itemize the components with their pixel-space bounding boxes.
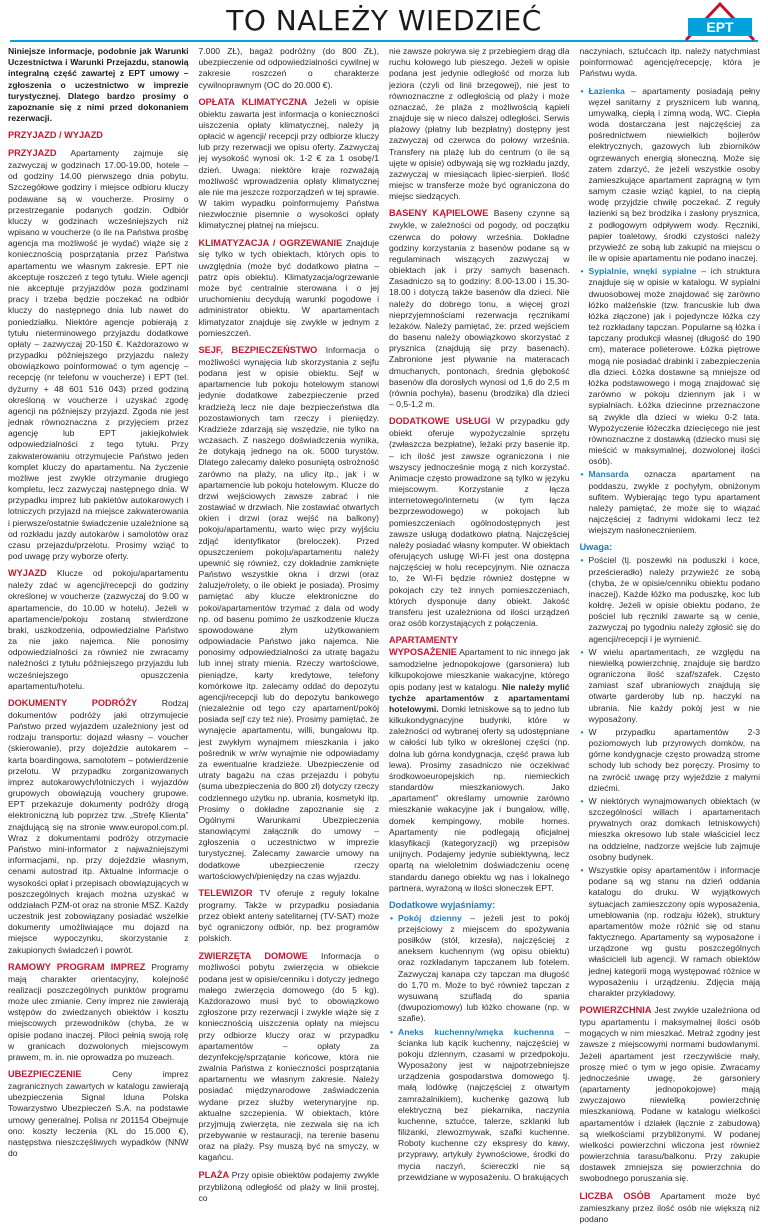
paragraph-plaza-cont: nie zawsze pokrywa się z przebiegiem drąg dla ruchu kołowego lub pieszego. Jeżeli w opisie podana jest jedynie odległość od morza lub jeziora (czyli od linii brzegowej), nie jest to równoznaczne z odległością od plaży i może oznaczać, że plaża z możliwością kąpieli znajduje się w nieco dalszej odległości. Serwis plażowy (płatny lub bezpłatny) dostępny jest zazwyczaj od czerwca do połowy września. Transfery na plażę lub do centrum (o ile są ujęte w opisie) odbywają się wg rozkładu jazdy, zazwyczaj w miesiącach lipiec-sierpień. Ilość miejsc w transferze może być ograniczona do miejsc siedzących. [389,46,570,202]
text-baseny: Baseny czynne są zwykle, w zależności od pogody, od początku czerwca do połowy września. Dokładne godziny korzystania z basenów podane są w regulaminach wiszących zazwyczaj w obiektach jak i przy samych basenach. Zasadniczo są to godziny: 8.00-13.00 i 15.30-18.00 i dotyczą także basenów dla dzieci. Nie należy do dobrego tonu, a więcej grozi nieprzyjemnościami rezerwacja ręcznikami leżaków. Należy pamiętać, że: przed wejściem do basenu należy obowiązkowo skorzystać z prysznica (znajdują się przy basenach). Zabronione jest pływanie na materacach dmuchanych, pontonach, średnia głębokość basenów dla dorosłych wynosi od 1,6 do 2,5 m (równia pochyła), basenu (brodzika) dla dzieci – 0,5-1,2 m. [389,208,570,410]
title-underline [10,40,758,42]
text-oplata: Jeżeli w opisie obiektu zawarta jest informacja o konieczności uiszczenia opłaty klimatycznej, należy ją opłacić w agencji/ recepcji przy odbiorze kluczy lub przy rezerwacji we opisu oferty. Zazwyczaj jej wysokość wynosi ok. 1-2 € za 1 osobę/1 dzień. Uwaga: niektóre kraje rozważają możliwość wprowadzenia opłaty klimatycznej ale nie ma jeszcze rozporządzeń w tej sprawie. W takim wypadku poinformujemy Państwa niezwłocznie pisemnie o wysokości opłaty klimatycznej płatnej na miejscu. [198,96,380,231]
column-4 [579,46,761,1224]
text-wyposazenie: Apartament to nic innego jak samodzielne jednopokojowe (garsoniera) lub kilkupokojowe mieszkanie wakacyjne, którego opis podany jest w katalogu. [389,647,570,692]
section-heading-apartamenty: APARTAMENTY [389,635,459,646]
paragraph-dodatkowe [389,416,570,629]
term-mansarda: Mansarda [588,469,629,480]
text-zwierzeta: Informacja o możliwości pobytu zwierzęcia w obiekcie podana jest w opisie/cenniku i dotyczy jednego małego zwierzęcia domowego (do 5 kg). Każdorazowo musi być to obowiązkowo zgłoszone przy rezerwacji i zwykle wiąże się z koniecznością uiszczenia opłaty na miejscu przy odbiorze kluczy oraz w przypadku apartamentów – opłaty za dezynfekcję/sprzątanie końcowe, która nie zwalnia Państwa z konieczności posprzątania apartamentu we własnym zakresie. Należy posiadać międzynarodowe zaświadczenia wydane przez służby weterynaryjne np. aktualne szczepienia. W obiektach, które przyjmują zwierzęta, nie zezwala się na ich przebywanie w restauracji, na terenie basenu oraz na plaży. Psy muszą być na smyczy, w kagańcu. [198,950,380,1163]
list-item-uwaga-4: • W niektórych wynajmowanych obiektach (w szczególności willach i apartamentach prywatnych oraz domkach letniskowych) mieszka okresowo lub stale właściciel lecz na oddzielne, nadzorze wejście lub zajmuje osobny budynek. [589,796,761,863]
paragraph-ramowy [8,962,189,1063]
text-przyjazd: Apartamenty zajmuje się zazwyczaj w godzinach 17.00-19.00, hotele – od godziny 14.00 pierwszego dnia pobytu. Szczegółowe godziny i miejsce odbioru kluczy podawane są w voucherze. Prosimy o przestrzeganie podanych godzin. Odbiór kluczy w godzinach wcześniejszych niż wpisano w voucherze (o ile na Państwa prośbę agencja ma możliwość je wydać) wiąże się z koniecznością posprzątania przez Państwa apartamentu we własnym zakresie. EPT nie akceptuje roszczeń z tego tytułu. Wiele agencji nie akceptuje przyjazdów poza godzinami pracy i trzeba będzie poczekać na odbiór kluczy do następnego dnia lub nawet do poniedziałku. Niektóre agencje pobierają z tytułu nieterminowego przyjazdu dodatkowe opłaty – zazwyczaj 20-150 €. Każdorazowo w przypadku późniejszego przyjazdu należy obowiązkowo poinformować o tym agencję – recepcję (nr telefonu w voucherze) i EPT (tel. dyżurny + 48 601 516 043) przed godziną określoną w voucherze i uzyskać zgodę agencji na późniejszy przyjazd. Zgoda nie jest jednak równoznaczna z przyjęciem przez agencję lub EPT jakiejkolwiek odpowiedzialności z tego tytułu. Przy zakwaterowaniu otrzymujecie Państwo jeden komplet kluczy do apartamentu. Na życzenie możliwe jest zwykle otrzymanie drugiego kompletu, lecz zazwyczaj następnego dnia. W przypadku imprez lub pakietów autokarowych i lotniczych przyjazd na miejsce zakwaterowania i pierwsze/ostatnie świadczenie uzależnione są od rozkładu jazdy autokarów i samolotów oraz czasu przejazdu/przelotu. Prosimy wziąć to pod uwagę przy wyborze oferty. [8,148,189,562]
text-ubezpieczenie: Ceny imprez zagranicznych zawartych w katalogu zawierają ubezpieczenia Signal Iduna Polska Towarzystwo Ubezpieczeń S.A. na podstawie umowy generalnej. Polisa nr 201154 Obejmuje ono: koszty leczenia (KL do 15.000 €), następstwa nieszczęśliwych wypadków (NNW do [8,1069,189,1159]
list-dodatkowo [389,913,570,1183]
paragraph-oplata [199,97,380,232]
text-lazienka: – apartamenty posiadają pełny węzeł sanitarny z prysznicem lub wanną, umywalką, ciepłą i zimną wodą, WC. Ciepła woda dostarczana jest najczęściej za pośrednictwem niewielkich bojlerów elektrycznych, gazowych lub zbiorników ogrzewanych energią słoneczną. Może się zatem zdarzyć, że jeżeli wszystkie osoby zamieszkujące apartament zapragną w tym samym czasie wziąć kąpiel, to na ciepłą wodę przyjdzie chwilę poczekać. Z reguły łazienki są bez brodzika i zasłony prysznica, z podłogowym odpływem wody. Ręczniki, papier toaletowy, środki czystości należy przywieźć ze sobą lub zakupić na miejscu o ile w opisie apartamentu nie podano inaczej. [588,85,760,264]
list-item-uwaga-5: • Wszystkie opisy apartamentów i informacje podane są wg stanu na dzień oddania katalogu do druku. W wyjątkowych sytuacjach zamieszczony opis wyposażenia, umeblowania (np. rodzaju łóżek), struktury apartamentów może różnić się od stanu faktycznego. Apartamenty są wyposażone i urządzone wg gustu poszczególnych właścicieli lub agencji. W ramach obiektów jednej kategorii mogą występować różnice w wyposażeniu i urządzeniu. Zdjęcia mają charakter przykładowy. [589,865,761,999]
page-title: TO NALEŻY WIEDZIEĆ [226,4,542,37]
lead-wyposazenie: WYPOSAŻENIE [389,647,457,658]
paragraph-ubezpieczenie [8,1069,189,1159]
paragraph-dokumenty [8,698,189,956]
paragraph-wyposazenie [389,647,570,894]
lead-plaza: PLAŻA [198,1169,230,1180]
list-uwaga [580,555,761,999]
term-lazienka: Łazienka [588,85,625,96]
column-3 [389,46,570,1182]
text-liczba-osob: Apartament może być zamieszkany przez ilość osób nie większą niż podano [579,1190,760,1224]
paragraph-wyjazd [8,568,189,692]
text-wyjazd: Klucze od pokoju/apartamentu należy zdać w agencji/recepcji do godziny określonej w voucherze (zazwyczaj do 9.00 w apartamencie, do 10.00 w hotelu). Jeżeli w apartamencie/pokoju zostaną stwierdzone braki, uszkodzenia, odpowiedzialne Państwo za nie jako najemca. Nie ponosimy odpowiedzialności za również nie zwracamy należności z tytułu późniejszego przyjazdu lub wcześniejszego opuszczenia apartamentu/hotelu. [8,568,189,691]
lead-dokumenty: DOKUMENTY PODRÓŻY [8,697,138,708]
paragraph-przyjazd [8,148,189,562]
section-heading-przyjazd-wyjazd: PRZYJAZD / WYJAZD [8,130,103,141]
lead-zwierzeta: ZWIERZĘTA DOMOWE [198,950,308,961]
list-item-uwaga-3: • W przypadku apartamentów 2-3 poziomowych lub przyrowych domków, na górne kondygnacje często prowadzą strome schody lub schody bez poręczy. Prosimy to na zwrócić uwagę przy wyjeździe z małymi dziećmi. [589,727,761,794]
lead-przyjazd: PRZYJAZD [8,148,57,159]
content-columns [8,46,760,1224]
lead-sejf: SEJF, BEZPIECZEŃSTWO [198,344,318,355]
ept-logo-icon [680,0,760,46]
text-telewizor: TV oferuje z reguły lokalne programy. Także w przypadku posiadania przez obiekt anteny satelitarnej (TV-SAT) może być ograniczony odbiór, np. bez programów polskich. [198,887,379,944]
subheading-uwaga: Uwaga: [579,542,613,553]
paragraph-sejf [199,345,380,882]
list-item-lazienka [589,86,761,265]
paragraph-aneks-cont: naczyniach, sztućcach itp. należy natychmiast poinformować agencję/recepcję, która je Państwu wyda. [579,46,760,79]
subheading-dodatkowo: Dodatkowe wyjaśniamy: [389,899,496,910]
text-sypialnie: – ich struktura znajduje się w opisie w katalogu. W sypialni dwuosobowej może znajdować się zarówno łóżko małżeńskie (tzw. francuskie lub dwa łóżka złączone) jak i pojedyncze łóżka czy też rozkładany tapczan. Popularne są łóżka i tapczany produkcji własnej (długość do 190 cm), materace polieterowe. Łóżka piętrowe mogą nie posiadać drabinki i zabezpieczenia dla dzieci. Łóżka dostawne są mniejsze od łóżka podstawowego i mogą znajdować się zarówno w pokoju dziennym jak i w sypialniach. Łóżka dziecinne przeznaczone są zwykle dla dzieci w wieku 0-2 lata. Wypożyczenie łóżeczka dziecięcego nie jest równoznaczne z dostawką (dziecko musi się mieścić w maksymalnej, dozwolonej ilości osób). [588,266,760,467]
list-item-uwaga-2: • W wielu apartamentach, ze względu na niewielką powierzchnię, znajduje się bardzo ograniczona ilość szaf/szafek. Często zamiast szaf ubraniowych znajdują się otwarte garderoby lub np. haczyki na ubrania. Nie każdy pokój jest w nie wyposażony. [589,647,761,725]
text-pokoj: – jeżeli jest to pokój przejściowy z miejscem do spożywania posiłków (stół, krzesła), najczęściej z aneksem kuchennym (wg opisu obiektu) oraz rozkładanym tapczanem lub fotelem. Zazwyczaj kanapa czy tapczan ma długość do 1,70 m. Może to być również tapczan z wysuwaną szufladą do spania (dwupoziomowy) lub łóżko chowane (np. w szafie). [398,912,570,1024]
paragraph-liczba-osob [580,1191,761,1225]
term-pokoj: Pokój dzienny [398,912,462,923]
paragraph-baseny [389,208,570,410]
text-plaza: Przy opisie obiektów podajemy zwykle przybliżoną odległość od plaży w linii prostej, co [198,1169,379,1203]
lead-oplata: OPŁATA KLIMATYCZNA [198,96,308,107]
text-sejf: Informacja o możliwości wynajęcia lub skorzystania z sejfu podana jest w opisie obiektu. Sejf w apartamencie lub pokoju hotelowym stanowi jedynie dodatkowe zabezpieczenie przed kradzieżą lecz nie daje bezpieczeństwa dla pozostawionych tam rzeczy i pieniędzy. Kradzieże zdarzają się wszędzie, nie tylko na wczasach. Z naszego doświadczenia wynika, że dotykają jednego na ok. 5000 turystów. Dlatego zalecamy daleko posuniętą ostrożność zarówno na plaży, na ulicy itp., jak i w apartamencie lub pokoju hotelowym. Klucze do drzwi wejściowych zawsze zabrać i nie zostawiać w drzwiach. Nie zostawiać otwartych okien i drzwi (oraz wejść na balkony) pokoju/apartamentu, warto więc przy wyjściu zdjąć identyfikator (breloczek). Przed opuszczeniem pokoju/apartamentu należy upewnić się również, czy dokładnie zamknięte Państwo wszystkie okna i drzwi (oraz żaluzje/rolety, o ile obiekt je posiada). Prosimy pamiętać aby klucze elektroniczne do pokoi/apartamentów trzymać z dala od wody np. od basenu pomimo że uszkodzenie klucza spowodowane złym użytkowaniem odpowiadacie Państwo jako najemca. Nie ponosimy odpowiedzialności za utratę bagażu lub innej straty mienia. Rzeczy wartościowe, pieniądze, karty kredytowe, telefony komórkowe itp. zalecamy oddać do depozytu agencji/recepcji lub do depozytu bankowego (niezależnie od tego czy apartament/pokój posiada sejf czy też nie). Prosimy pamiętać, że wynajęcie apartamentu, willi, bungalowu itp. jest zwykłym wynajmem mieszkania i jako pośrednik w wr/w wynajmie nie odpowiadamy za ewentualne kradzieże. Ubezpieczenie od utraty bagażu na czas przejazdu i pobytu (suma ubezpieczenia do 800 zł) dotyczy rzeczy codziennego użytku np. ubrania, kosmetyki itp. Prosimy o dokładne zapoznanie się z Ogólnymi Warunkami Ubezpieczenia stanowiącymi załącznik do umowy – zgłoszenia o uczestnictwo w imprezie turystycznej. Zalecamy zawarcie umowy na dodatkowe ubezpieczenie rzeczy wartościowych/pieniędzy na czas wyjazdu. [198,344,379,881]
lead-liczba-osob: LICZBA OSÓB [579,1190,651,1201]
lead-powierzchnia: POWIERZCHNIA [579,1005,652,1016]
paragraph-ubezp-cont: 7.000 ZŁ), bagaż podróżny (do 800 ZŁ), ubezpieczenie od odpowiedzialności cywilnej w zakresie roszczeń o charakterze cywilnoprawnym (OC do 20.000 €). [198,46,379,90]
text-dokumenty: Rodzaj dokumentów podróży jaki otrzymujecie Państwo przed wyjazdem uzależniony jest od rodzaju transportu: dojazd własny – voucher (skierowanie), przy dojeździe autokarem – karta boardingowa, samolotem – potwierdzenie przelotu. W przypadku zorganizowanych imprez autokarowych/lotniczych i wyjazdów grupowych obowiązują vouchery grupowe. EPT przekazuje dokumenty podróży drogą elektroniczną lub poprzez tzw. „Strefę Klienta” znajdującą się na stronie www.europol.com.pl. Wraz z dokumentami podróży otrzymacie Państwo mini-informator z najważniejszymi informacjami, np. przy dojeździe własnym, cenami autostrad itp. Aktualne informacje o wysokości opłat i przepisach obowiązujących w poszczególnych krajach można uzyskać w oddziałach PZM-ot oraz na stronie MSZ. Każdy uczestnik jest zobowiązany posiadać wszelkie dokumenty umożliwiające mu dojazd na miejsce wypoczynku, skorzystanie z zakupionych świadczeń i powrót. [8,697,189,955]
paragraph-plaza [199,1170,380,1204]
text-wyposazenie-2: Domki letniskowe są to jedno lub kilkukondygnacyjne budynki, które w zależności od wybranej oferty są udostępniane w całości lub tylko w określonej części (np. dolna lub górna kondygnacja, część prawa lub lewa). Prosimy zasadniczo nie oczekiwać środkowoeuropejskich np. niemieckich standardów mieszkaniowych. Jako „apartament” określamy umownie zarówno mieszkanie wakacyjne jak i bungalow, willę, domek kempingowy, mobile homes. Apartamenty nie podlegają oficjalnej klasyfikacji (kategoryzacji) wg przepisów unijnych. Podajemy jedynie subiektywną, lecz opartą na wieloletnim doświadczeniu ocenę standardu danego obiektu wg nas i lokalnego partnera, wyrażoną w ilości słoneczek EPT. [389,703,570,893]
lead-dodatkowe: DODATKOWE USŁUGI [389,416,491,427]
text-mansarda: oznacza apartament na poddaszu, zwykle z pochyłym, obniżonym sufitem. Wybierając tego typu apartament należy pamiętać, że może się to wiązać najczęściej z fadnymi widokami lecz też wiejszym nasłonecznieniem. [588,469,760,536]
column-1 [8,46,189,1159]
text-klimatyzacja: Znajduje się tylko w tych obiektach, których opis to uwzględnia (może być dodatkowo płatna – patrz opis obiektu). Klimatyzacja/ogrzewanie może być centralnie sterowana i o jej uruchomieniu decydują warunki pogodowe i administrator obiektu. W apartamentach klimatyzator znajduje się zwykle w jednym z pomieszczeń. [198,237,379,338]
paragraph-powierzchnia [580,1005,761,1185]
term-sypialnie: Sypialnie, wnęki sypialne [588,266,697,277]
text-ramowy: Programy mają charakter orientacyjny, kolejność realizacji poszczególnych punktów programu może ulec zmianie. Ceny imprez nie zawierają wstępów do zwiedzanych obiektów i kosztu miejscowych przewodników (chyba, że w opisie podano inaczej. Piloci pełnią swoją rolę w granicach dozwolonych miejscowym prawem, m. in. nie oprowadza po muzeach. [8,961,189,1062]
text-aneks: – ścianka lub kącik kuchenny, najczęściej w pokoju dziennym, czasami w przedpokoju. Wyposażony jest w najpotrzebniejsze urządzenia gospodarstwa domowego tj. małą lodówkę (najczęściej z otwartym zamrażalnikiem), kuchenkę gazową lub elektryczną bez piekarnika, naczynia kuchenne, sztućce, talerze, szklanki lub filiżanki, zlewozmywak, szafki kuchenne. Roboty kuchenne czy ekspresy do kawy, przyprawy, artykuły żywnościowe, środki do mycia naczyń, ściereczki nie są przewidziane w wyposażeniu. O brakujących [398,1026,570,1182]
column-2 [198,46,380,1203]
intro-paragraph: Niniejsze informacje, podobnie jak Warunki Uczestnictwa i Warunki Przejazdu, stanowią integralną część zawartej z EPT umowy – zgłoszenia o uczestnictwo w imprezie turystycznej. Dlatego bardzo prosimy o zapoznanie się z nimi przed dokonaniem rezerwacji. [8,46,189,124]
term-aneks: Aneks kuchenny/wnęka kuchenna [398,1026,555,1037]
paragraph-telewizor [199,888,380,945]
text-powierzchnia: Jest zwykle uzależniona od typu apartamentu i maksymalnej ilości osób mogących w nim mieszkać. Metraż zgodny jest zawsze z miejscowymi normami budowlanymi. Jeżeli apartament jest rzeczywiście mały, proszę mieć o tym w jego opisie. Zwracamy jednocześnie uwagę, że garsoniery (apartamenty jednopokojowe) mają zwyczajowo niewielką powierzchnię mieszkaniową. Podane w katalogu wielkości apartamentów i działek (łącznie z zabudową) są wielkościami przybliżonymi. W podanej wielkości powierzchni wliczona jest również powierzchnia tarasu/balkonu. Przy zakupie dostawek zmniejsza się powierzchnia do swobodnego poruszania się. [579,1005,760,1184]
lead-telewizor: TELEWIZOR [198,887,253,898]
list-item-sypialnie [589,266,761,467]
list-item-uwaga-1: • Pościel (tj. poszewki na poduszki i koce, prześcieradło) należy przywieźć ze sobą (chyba, że w opisie/cenniku obiektu podano inaczej). Każde łóżko ma poduszkę, koc lub kołdrę. Jeżeli w opisie obiektu podano, że pościel lub ręczniki zawarte są w cenie, zazwyczaj po tygodniu należy zgłosić się do agencji/recepcji i je wymienić. [589,555,761,644]
header [0,0,768,42]
paragraph-zwierzeta [199,951,380,1164]
lead-klimatyzacja: KLIMATYZACJA / OGRZEWANIE [198,237,343,248]
list-item-pokoj [398,913,570,1025]
list-item-mansarda [589,469,761,536]
lead-ramowy: RAMOWY PROGRAM IMPREZ [8,961,146,972]
lead-baseny: BASENY KĄPIELOWE [389,208,489,219]
svg-text:EPT: EPT [706,19,734,35]
lead-wyjazd: WYJAZD [8,568,47,579]
text-dodatkowe: W przypadku gdy obiekt oferuje wypożyczalnie sprzętu (zwłaszcza bezpłatne), leżaki przy basenie itp. – ich ilość jest zawsze ograniczona i nie wszyscy jednocześnie mogą z nich korzystać. Animacje często prowadzone są tylko w języku miejscowym. Korzystanie z łącza internetowego/internetu (w tym łącza bezprzewodowego) w pokojach lub pomieszczeniach ogólnodostępnych jest zawsze usługą dodatkowo płatną. Najczęściej należy posiadać własny komputer. W obiektach oferujących usługę Wi-Fi jest ona dostępna najczęściej w holu recepcyjnym. Nie oznacza to, że Wi-Fi będzie również dostępne w pokojach czy też innych pomieszczeniach, których dysponuje dany obiekt. Jakość transferu jest uzależniona od ilości urządzeń oraz osób korzystających z połączenia. [389,416,570,629]
list-wyposazenie-cont [580,86,761,537]
paragraph-klimatyzacja [199,238,380,339]
lead-ubezpieczenie: UBEZPIECZENIE [8,1069,82,1080]
list-item-aneks [398,1027,570,1183]
text-wyposazenie-bold: Nie należy mylić tychże apartamentów z apartamentami hotelowymi. [389,681,570,714]
